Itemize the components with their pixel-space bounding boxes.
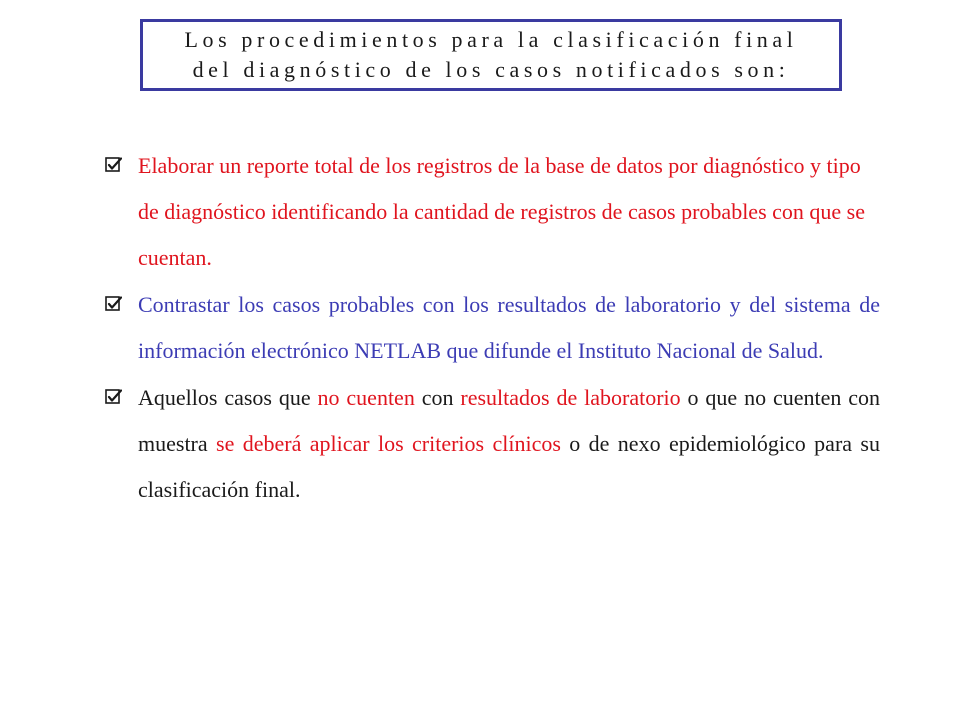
bullet-marker (103, 143, 138, 189)
bullet-list (103, 143, 880, 514)
bullet-segment-highlight: se deberá aplicar los criterios clínicos (216, 431, 561, 456)
bullet-segment: con (414, 385, 461, 410)
title-line-1: Los procedimientos para la clasificación final (184, 27, 798, 52)
bullet-marker (103, 375, 138, 421)
bullet-text (138, 375, 880, 513)
bullet-text (138, 282, 880, 374)
checkbox-icon (105, 296, 122, 313)
title-box (140, 19, 842, 91)
bullet-item-1 (103, 143, 880, 281)
checkbox-icon (105, 389, 122, 406)
bullet-segment: Aquellos casos que (138, 385, 318, 410)
bullet-segment-highlight: resultados de laboratorio (460, 385, 681, 410)
bullet-marker (103, 282, 138, 328)
bullet-item-3 (103, 375, 880, 513)
bullet-segment-highlight: no cuenten (317, 385, 415, 410)
title-line-2: del diagnóstico de los casos notificados son: (192, 57, 790, 82)
checkbox-icon (105, 157, 122, 174)
bullet-item-2 (103, 282, 880, 374)
bullet-segment: o de nexo epidemiológico para su clasificación final. (138, 431, 880, 502)
bullet-segment: Elaborar un reporte total de los registros de la base de datos por diagnóstico y tipo de diagnóstico identificando la cantidad de registros de casos probables con que se cuentan. (138, 153, 865, 270)
bullet-text (138, 143, 880, 281)
bullet-segment: Contrastar los casos probables con los resultados de laboratorio y del sistema de información electrónico NETLAB que difunde el Instituto Nacional de Salud. (138, 292, 880, 363)
bullet-segment: o que no cuenten con muestra (138, 385, 881, 456)
